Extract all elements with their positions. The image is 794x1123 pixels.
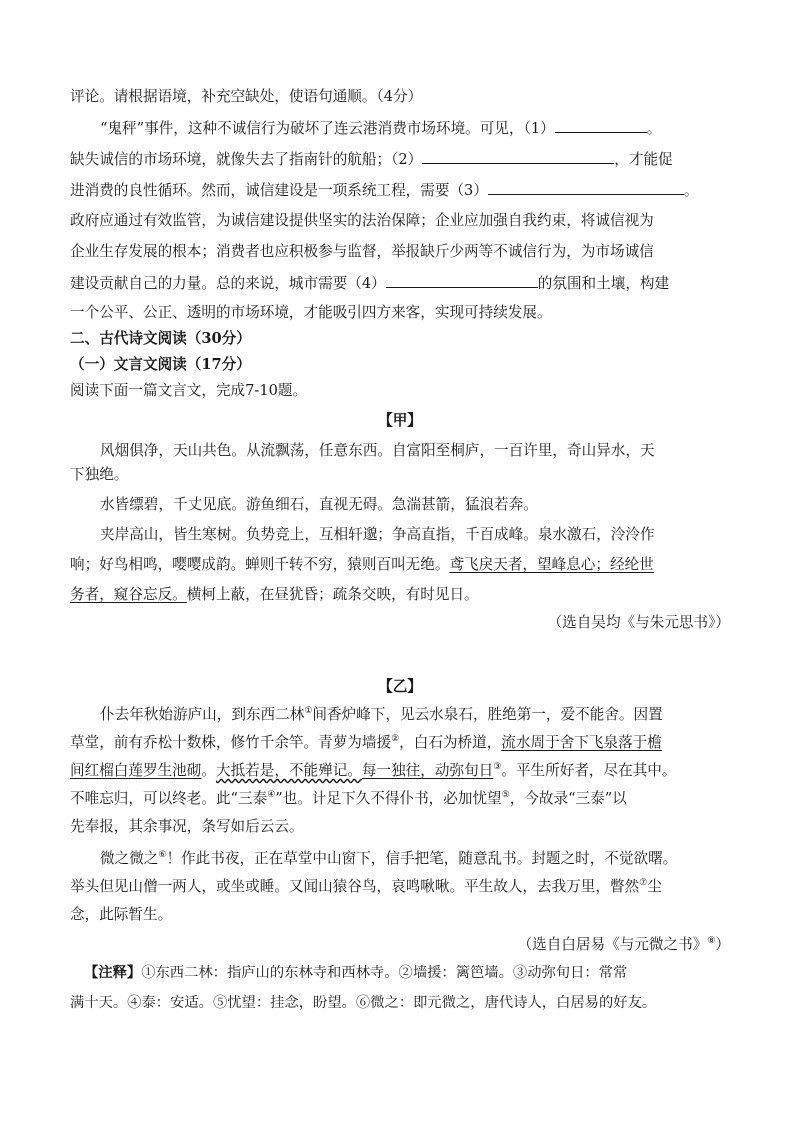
yi-p2-line-1: 微之微之⑥！作此书夜，正在草堂中山窗下，信手把笔，随意乱书。封题之时，不觉欲曙。 — [100, 850, 678, 867]
note-marker: ② — [391, 734, 400, 745]
notes-line-2: 满十天。④泰：安适。⑤忧望：挂念，盼望。⑥微之：即元微之，唐代诗人，白居易的好友。 — [70, 995, 657, 1011]
q6-passage-line-5: 企业生存发展的根本；消费者也应积极参与监督，举报缺斤少两等不诚信行为，为市场诚信 — [70, 243, 654, 260]
q6-passage-line-1: “鬼秤”事件，这种不诚信行为破坏了连云港消费市场环境。可见，（1） 。 — [70, 117, 730, 140]
jia-p2-line-1: 水皆缥碧，千丈见底。游鱼细石，直视无碍。急湍甚箭，猛浪若奔。 — [100, 496, 538, 513]
answer-blank-2[interactable] — [422, 148, 614, 164]
notes-line-1: 【注释】①东西二林：指庐山的东林寺和西林寺。②墙援：篱笆墙。③动弥旬日：常常 — [84, 965, 628, 981]
yi-title: 【乙】 — [378, 678, 422, 695]
note-marker: ⑧ — [707, 936, 716, 947]
jia-title: 【甲】 — [378, 412, 422, 429]
note-marker: ④ — [267, 790, 276, 801]
yi-p1-line-3: 间红榴白莲罗生池砌。大抵若是，不能殚记。每一独往，动弥旬日③。平生所好者，尽在其中。 — [70, 762, 677, 779]
answer-blank-3[interactable] — [488, 179, 684, 195]
jia-p3-line-1: 夹岸高山，皆生寒树。负势竞上，互相轩邈；争高直指，千百成峰。泉水激石，泠泠作 — [100, 526, 655, 543]
jia-p3-line-3: 务者，窥谷忘反。横柯上蔽，在昼犹昏；疏条交映，有时见日。 — [70, 586, 479, 603]
underlined-sentence: 流水周于舍下飞泉落于檐 — [501, 734, 662, 751]
jia-p1-line-1: 风烟俱净，天山共色。从流飘荡，任意东西。自富阳至桐庐，一百许里，奇山异水，天 — [100, 442, 655, 459]
q6-passage-line-6: 建设贡献自己的力量。总的来说，城市需要（4） 的氛围和土壤，构建 — [70, 272, 730, 295]
q6-passage-line-7: 一个公平、公正、透明的市场环境，才能吸引四方来客，实现可持续发展。 — [70, 304, 552, 321]
note-marker: ⑥ — [158, 850, 167, 861]
note-marker: ① — [304, 706, 313, 717]
q6-passage-line-3: 进消费的良性循环。然而，诚信建设是一项系统工程，需要（3） 。 — [70, 179, 730, 202]
note-marker: ⑦ — [639, 878, 648, 889]
q6-passage-line-2: 缺失诚信的市场环境，就像失去了指南针的航船；（2） ，才能促 — [70, 148, 730, 171]
yi-p1-line-1: 仆去年秋始游庐山，到东西二林①间香炉峰下，见云水泉石，胜绝第一，爱不能舍。因置 — [100, 706, 663, 723]
underlined-sentence: 务者，窥谷忘反。 — [70, 586, 187, 603]
subsection1-heading: （一）文言文阅读（17分） — [70, 356, 251, 373]
notes-label: 【注释】 — [84, 965, 142, 981]
yi-p2-line-2: 举头但见山僧一两人，或坐或睡。又闻山猿谷鸟，哀鸣啾啾。平生故人，去我万里，瞥然⑦尘 — [70, 878, 662, 895]
q6-instruction: 评论。请根据语境，补充空缺处，使语句通顺。（4分） — [70, 88, 423, 105]
underlined-sentence: 鸢飞戾天者，望峰息心；经纶世 — [449, 556, 654, 573]
jia-p1-line-2: 下独绝。 — [70, 466, 129, 483]
note-marker: ⑤ — [501, 790, 510, 801]
jia-source: （选自吴均《与朱元思书》） — [547, 614, 730, 631]
yi-p1-line-2: 草堂，前有乔松十数株，修竹千余竿。青萝为墙援②，白石为桥道，流水周于舍下飞泉落于檐 — [70, 734, 662, 751]
answer-blank-4[interactable] — [386, 272, 538, 288]
note-marker: ③ — [493, 762, 502, 773]
section2-heading: 二、古代诗文阅读（30分） — [70, 330, 251, 347]
q6-passage-line-4: 政府应通过有效监管，为诚信建设提供坚实的法治保障；企业应加强自我约束，将诚信视为 — [70, 212, 654, 229]
answer-blank-1[interactable] — [555, 117, 647, 133]
underlined-sentence: 每一独往，动弥旬日 — [361, 762, 494, 779]
yi-p1-line-4: 不唯忘归，可以终老。此“三泰④”也。计足下久不得仆书，必加忧望⑤，今故录“三泰”以 — [70, 790, 627, 807]
yi-source: （选自白居易《与元微之书》⑧） — [517, 936, 730, 953]
yi-p2-line-3: 念，此际暂生。 — [70, 906, 173, 923]
wavy-underlined-sentence: 大抵若是，不能殚记。 — [215, 762, 362, 779]
jia-p3-line-2: 响；好鸟相鸣，嘤嘤成韵。蝉则千转不穷，猿则百叫无绝。鸢飞戾天者，望峰息心；经纶世 — [70, 556, 654, 573]
underlined-sentence: 间红榴白莲罗生池砌 — [70, 762, 202, 779]
read-instruction: 阅读下面一篇文言文，完成7-10题。 — [70, 382, 308, 399]
yi-p1-line-5: 先奉报，其余事况，条写如后云云。 — [70, 818, 304, 835]
